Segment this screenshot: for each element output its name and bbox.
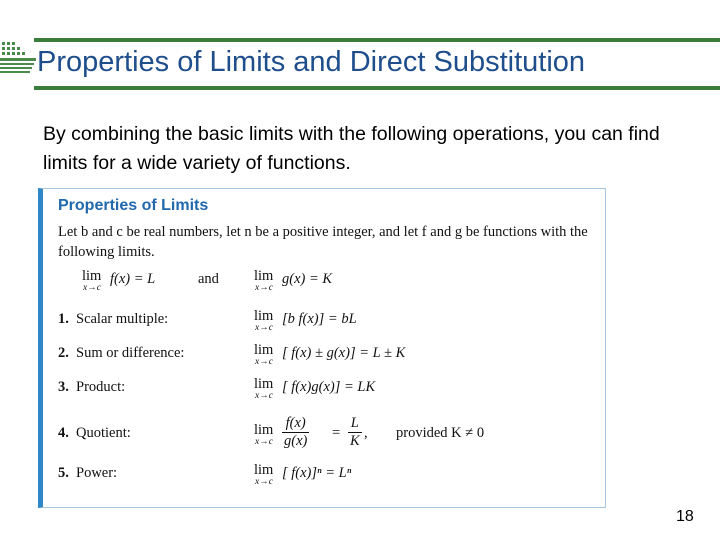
result-numerator: L — [348, 415, 362, 433]
intro-paragraph: By combining the basic limits with the following operations, you can find limits for a wide variety of functions. — [43, 123, 660, 174]
property-expression: [ f(x)]ⁿ = Lⁿ — [282, 465, 352, 481]
fraction-denominator: g(x) — [284, 433, 308, 449]
property-label: Scalar multiple: — [76, 311, 169, 327]
quotient-result-fraction — [348, 415, 362, 450]
property-number: 5. — [58, 465, 69, 481]
slide-title: Properties of Limits and Direct Substitution — [37, 46, 586, 78]
given-right-lim: lim x→c — [254, 268, 274, 293]
fraction-numerator: f(x) — [282, 415, 309, 433]
property-row-scalar — [58, 309, 603, 339]
property-label: Power: — [76, 465, 118, 481]
property-number: 2. — [58, 345, 69, 361]
property-lim: lim x→c — [254, 308, 274, 333]
property-label: Product: — [76, 379, 126, 395]
given-left-expr: f(x) = L — [110, 271, 156, 287]
property-label: Sum or difference: — [76, 345, 185, 361]
quotient-condition: provided K ≠ 0 — [396, 425, 485, 441]
property-row-power — [58, 463, 603, 493]
box-title: Properties of Limits — [58, 197, 209, 214]
quotient-fraction — [282, 415, 309, 450]
result-denominator: K — [350, 433, 360, 449]
quotient-equals: = — [332, 425, 341, 441]
property-expression: [ f(x)g(x)] = LK — [282, 379, 376, 395]
given-limits-row — [58, 269, 603, 299]
given-connector: and — [198, 271, 219, 287]
title-rule-bottom — [34, 86, 720, 90]
property-number: 1. — [58, 311, 69, 327]
given-right-expr: g(x) = K — [282, 271, 333, 287]
title-rule-top — [34, 38, 720, 42]
box-description: Let b and c be real numbers, let n be a positive integer, and let f and g be functions with the following limits. — [58, 224, 588, 260]
property-label: Quotient: — [76, 425, 131, 441]
property-row-quotient — [58, 415, 603, 453]
property-expression: [ f(x) ± g(x)] = L ± K — [282, 345, 406, 361]
properties-box — [38, 188, 606, 508]
property-lim: lim x→c — [254, 422, 274, 447]
property-lim: lim x→c — [254, 342, 274, 367]
given-left-lim: lim x→c — [82, 268, 102, 293]
property-expression: [b f(x)] = bL — [282, 311, 357, 327]
property-row-product — [58, 377, 603, 407]
page-number: 18 — [676, 508, 694, 525]
property-lim: lim x→c — [254, 376, 274, 401]
property-number: 3. — [58, 379, 69, 395]
corner-decoration — [0, 36, 40, 80]
property-number: 4. — [58, 425, 69, 441]
property-row-sum — [58, 343, 603, 373]
quotient-comma: , — [364, 425, 368, 441]
property-lim: lim x→c — [254, 462, 274, 487]
